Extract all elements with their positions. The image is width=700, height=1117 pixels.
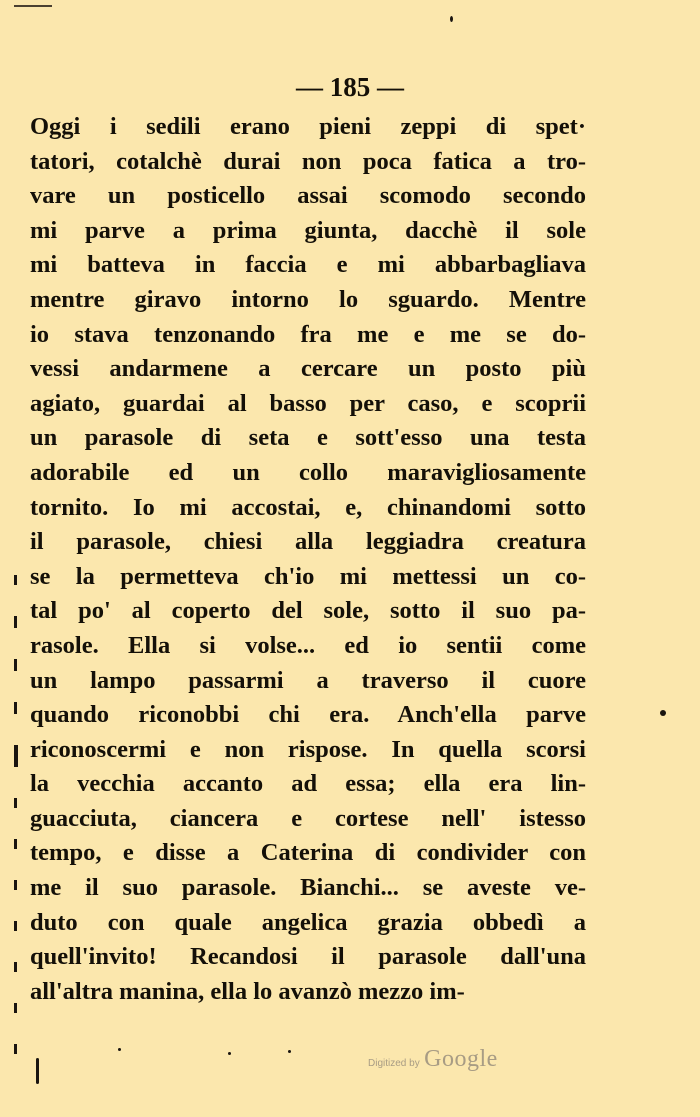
body-text xyxy=(30,110,586,1009)
text-line: guacciuta, ciancera e cortese nell' istesso xyxy=(30,804,586,832)
text-line: quell'invito! Recandosi il parasole dall'una xyxy=(30,943,586,971)
text-line: tal po' al coperto del sole, sotto il suo pa- xyxy=(30,597,586,625)
text-line: duto con quale angelica grazia obbedì a xyxy=(30,908,586,936)
text-line: se la permetteva ch'io mi mettessi un co- xyxy=(30,562,586,590)
text-line: vessi andarmene a cercare un posto più xyxy=(30,355,586,383)
speck xyxy=(288,1050,291,1053)
speck xyxy=(228,1052,231,1055)
text-line: riconoscermi e non rispose. In quella scorsi xyxy=(30,735,586,763)
text-line: mi parve a prima giunta, dacchè il sole xyxy=(30,216,586,244)
text-line: me il suo parasole. Bianchi... se aveste ve- xyxy=(30,874,586,902)
text-line: la vecchia accanto ad essa; ella era lin- xyxy=(30,770,586,798)
text-line: un lampo passarmi a traverso il cuore xyxy=(30,666,586,694)
margin-marks xyxy=(14,575,28,1085)
text-line: tempo, e disse a Caterina di condivider con xyxy=(30,839,586,867)
watermark-prefix: Digitized by xyxy=(368,1058,420,1069)
digitized-by-google-watermark xyxy=(368,1046,498,1073)
text-line: tatori, cotalchè durai non poca fatica a tro- xyxy=(30,147,586,175)
text-line: agiato, guardai al basso per caso, e scoprii xyxy=(30,389,586,417)
speck xyxy=(450,16,453,22)
text-line: quando riconobbi chi era. Anch'ella parve xyxy=(30,701,586,729)
text-line: adorabile ed un collo maravigliosamente xyxy=(30,458,586,486)
page-number: — 185 — xyxy=(296,72,404,102)
text-line: vare un posticello assai scomodo secondo xyxy=(30,182,586,210)
text-line: un parasole di seta e sott'esso una testa xyxy=(30,424,586,452)
page-edge-rule xyxy=(14,5,52,7)
text-line: mi batteva in faccia e mi abbarbagliava xyxy=(30,251,586,279)
speck xyxy=(36,1058,39,1084)
speck xyxy=(660,710,666,716)
text-line: mentre giravo intorno lo sguardo. Mentre xyxy=(30,285,586,313)
text-line: all'altra manina, ella lo avanzò mezzo im- xyxy=(30,977,465,1005)
text-line: Oggi i sedili erano pieni zeppi di spet· xyxy=(30,113,586,140)
text-line: tornito. Io mi accostai, e, chinandomi sotto xyxy=(30,493,586,521)
text-line: il parasole, chiesi alla leggiadra creatura xyxy=(30,528,586,556)
google-logo-text: Google xyxy=(424,1046,498,1072)
speck xyxy=(118,1048,121,1051)
text-line: rasole. Ella si volse... ed io sentii come xyxy=(30,631,586,659)
text-line: io stava tenzonando fra me e me se do- xyxy=(30,320,586,348)
